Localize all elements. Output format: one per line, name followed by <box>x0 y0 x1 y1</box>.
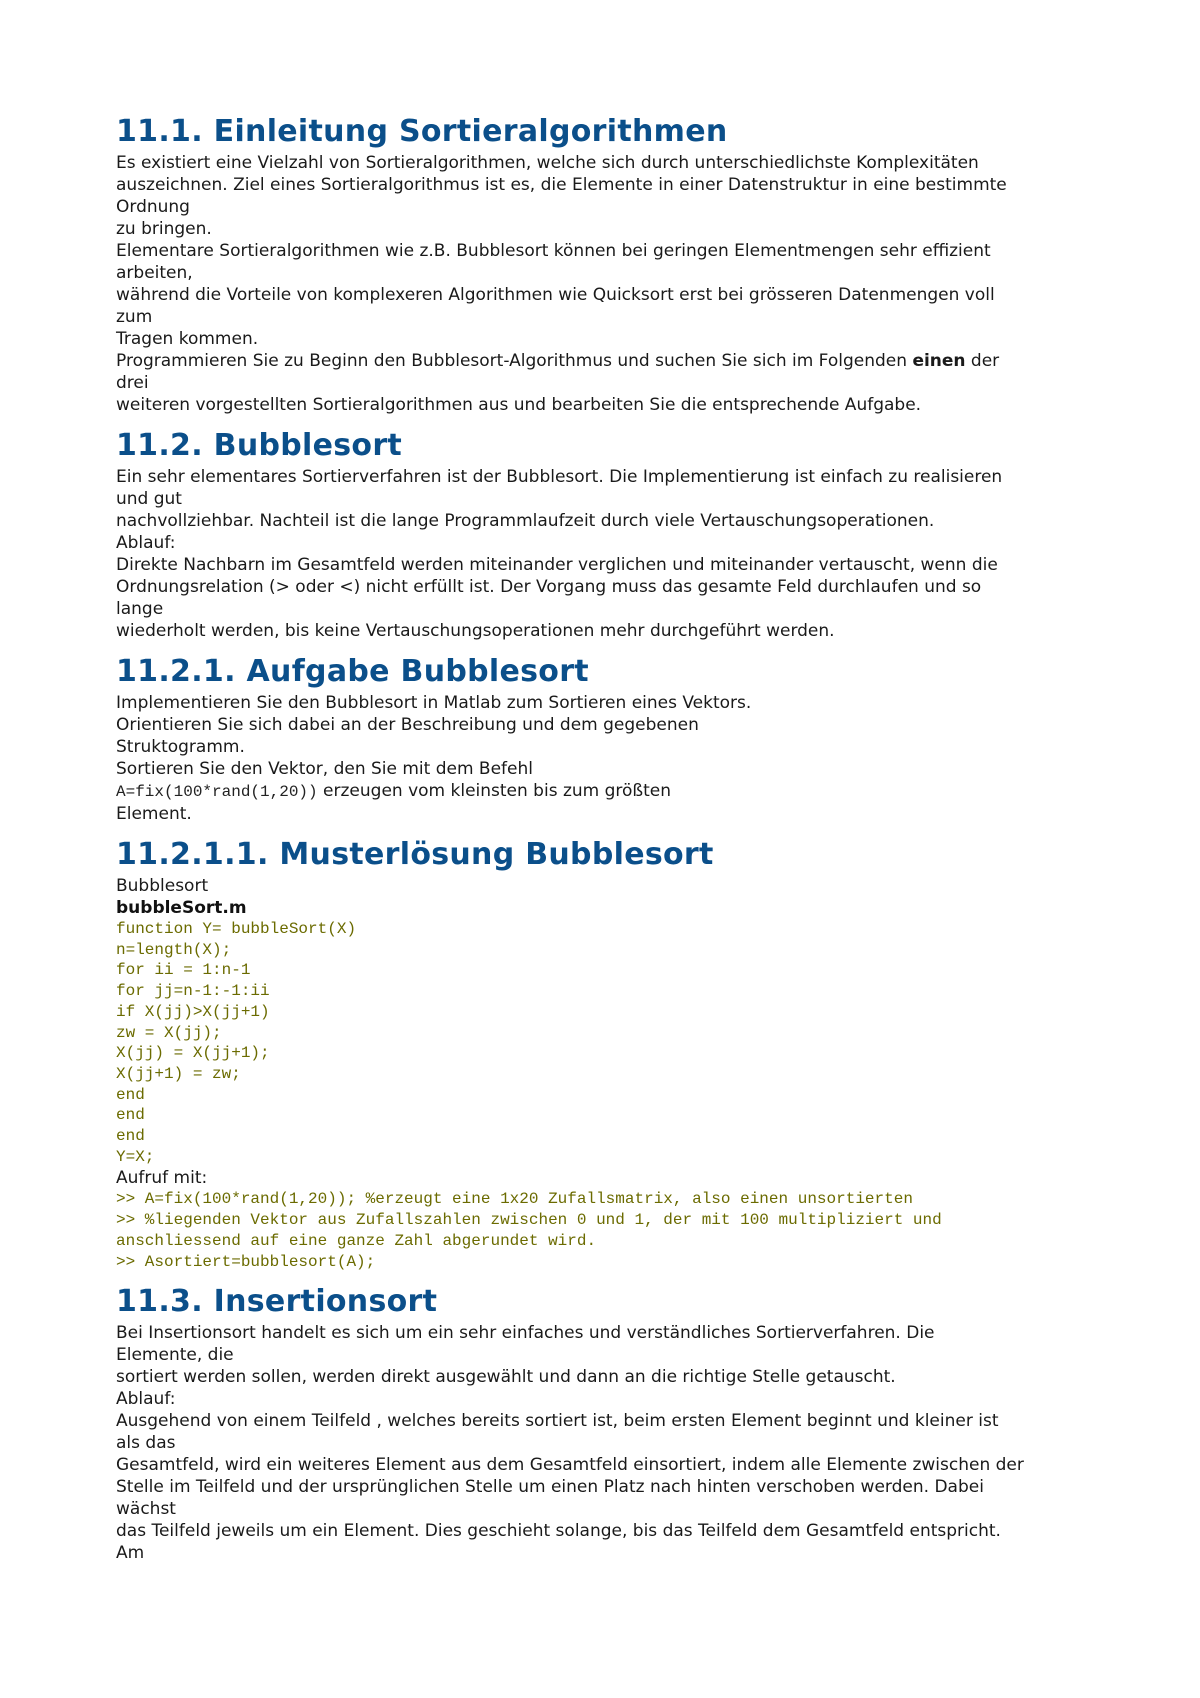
section-body-aufgabe <box>116 692 1106 825</box>
paragraph-line: wächst <box>116 1499 176 1520</box>
paragraph-line <box>116 350 1106 372</box>
inline-code: A=fix(100*rand(1,20)) <box>116 783 318 801</box>
paragraph-line: zu bringen. <box>116 219 212 239</box>
text-run: erzeugen vom kleinsten bis zum größten <box>317 781 672 801</box>
paragraph-line: und gut <box>116 489 182 509</box>
paragraph-line: Implementieren Sie den Bubblesort in Matlab zum Sortieren eines Vektors. <box>116 693 752 713</box>
paragraph-line: Bei Insertionsort handelt es sich um ein sehr einfaches und verständliches Sortierverfahren. Die <box>116 1323 935 1344</box>
code-line: end <box>116 1106 145 1125</box>
code-line: for jj=n-1:-1:ii <box>116 982 270 1001</box>
paragraph-line: Ordnungsrelation (> oder <) nicht erfüllt ist. Der Vorgang muss das gesamte Feld durchlaufen und so <box>116 577 982 597</box>
paragraph-line: Ausgehend von einem Teilfeld , welches bereits sortiert ist, beim ersten Element beginnt und kleiner ist <box>116 1411 999 1432</box>
section-title-bubblesort: 11.2. Bubblesort <box>116 428 403 463</box>
paragraph-line: nachvollziehbar. Nachteil ist die lange Programmlaufzeit durch viele Vertauschungsoperationen. <box>116 511 935 531</box>
section-title-einleitung: 11.1. Einleitung Sortieralgorithmen <box>116 114 728 149</box>
paragraph-line: drei <box>116 373 149 393</box>
text-run: der <box>965 351 1000 371</box>
paragraph-line: als das <box>116 1433 176 1454</box>
paragraph-line: weiteren vorgestellten Sortieralgorithmen aus und bearbeiten Sie die entsprechende Aufgabe. <box>116 395 922 415</box>
code-line: for ii = 1:n-1 <box>116 961 251 980</box>
section-body-bubblesort <box>116 466 1106 642</box>
section-body-musterloesung <box>116 875 1106 1272</box>
paragraph-line: Ordnung <box>116 197 190 217</box>
paragraph-line: Stelle im Teilfeld und der ursprünglichen Stelle um einen Platz nach hinten verschoben werden. Dabei <box>116 1477 984 1498</box>
call-label: Aufruf mit: <box>116 1168 208 1189</box>
paragraph-line: Elemente, die <box>116 1345 234 1366</box>
section-body-insertionsort <box>116 1322 1106 1564</box>
code-line: end <box>116 1085 145 1104</box>
code-label: Bubblesort <box>116 876 209 896</box>
paragraph-line: wiederholt werden, bis keine Vertauschungsoperationen mehr durchgeführt werden. <box>116 621 835 641</box>
section-title-musterloesung: 11.2.1.1. Musterlösung Bubblesort <box>116 837 714 872</box>
paragraph-line: auszeichnen. Ziel eines Sortieralgorithmus ist es, die Elemente in einer Datenstruktur in eine bestimmte <box>116 175 1007 195</box>
paragraph-line: Am <box>116 1543 145 1564</box>
paragraph-line: Ablauf: <box>116 1389 176 1410</box>
paragraph-line: Ein sehr elementares Sortierverfahren ist der Bubblesort. Die Implementierung ist einfach zu realisieren <box>116 467 1003 487</box>
section-title-aufgabe-bubblesort: 11.2.1. Aufgabe Bubblesort <box>116 654 589 689</box>
code-filename: bubbleSort.m <box>116 898 247 918</box>
paragraph-line: zum <box>116 307 153 327</box>
code-line: n=length(X); <box>116 940 232 959</box>
paragraph-line: Struktogramm. <box>116 737 245 757</box>
paragraph-line: sortiert werden sollen, werden direkt ausgewählt und dann an die richtige Stelle getauscht. <box>116 1367 896 1388</box>
paragraph-line: Element. <box>116 804 192 824</box>
paragraph-line: Sortieren Sie den Vektor, den Sie mit dem Befehl <box>116 759 533 779</box>
paragraph-line: lange <box>116 599 164 619</box>
code-line: end <box>116 1127 145 1146</box>
paragraph-line: Gesamtfeld, wird ein weiteres Element aus dem Gesamtfeld einsortiert, indem alle Elemente zwischen der <box>116 1455 1024 1476</box>
section-title-insertionsort: 11.3. Insertionsort <box>116 1284 438 1320</box>
section-body-einleitung <box>116 152 1106 416</box>
paragraph-line: Direkte Nachbarn im Gesamtfeld werden miteinander verglichen und miteinander vertauscht, wenn die <box>116 555 998 575</box>
code-line: X(jj+1) = zw; <box>116 1064 241 1083</box>
code-line: X(jj) = X(jj+1); <box>116 1044 270 1063</box>
code-block <box>116 919 1106 1167</box>
paragraph-line: Ablauf: <box>116 533 176 553</box>
code-line: Y=X; <box>116 1147 155 1166</box>
paragraph-line: Orientieren Sie sich dabei an der Beschreibung und dem gegebenen <box>116 715 699 735</box>
code-line: >> Asortiert=bubblesort(A); <box>116 1252 376 1271</box>
code-line: anschliessend auf eine ganze Zahl abgerundet wird. <box>116 1231 597 1250</box>
paragraph-line: das Teilfeld jeweils um ein Element. Dies geschieht solange, bis das Teilfeld dem Gesamtfeld entspricht. <box>116 1521 1001 1542</box>
paragraph-line <box>116 780 1106 803</box>
call-code-block <box>116 1189 1106 1272</box>
paragraph-line: arbeiten, <box>116 263 193 283</box>
text-run: Programmieren Sie zu Beginn den Bubblesort-Algorithmus und suchen Sie sich im Folgenden <box>116 351 913 371</box>
paragraph-line: Es existiert eine Vielzahl von Sortieralgorithmen, welche sich durch unterschiedlichste Komplexitäten <box>116 153 979 173</box>
paragraph-line: Tragen kommen. <box>116 329 259 349</box>
code-line: if X(jj)>X(jj+1) <box>116 1002 270 1021</box>
code-line: >> A=fix(100*rand(1,20)); %erzeugt eine 1x20 Zufallsmatrix, also einen unsortierten <box>116 1190 913 1209</box>
document-page <box>116 112 1106 1564</box>
paragraph-line: während die Vorteile von komplexeren Algorithmen wie Quicksort erst bei grösseren Datenmengen voll <box>116 285 995 305</box>
code-line: >> %liegenden Vektor aus Zufallszahlen zwischen 0 und 1, der mit 100 multipliziert und <box>116 1211 942 1230</box>
code-line: function Y= bubbleSort(X) <box>116 920 357 938</box>
emphasis-einen: einen <box>912 351 966 371</box>
paragraph-line: Elementare Sortieralgorithmen wie z.B. Bubblesort können bei geringen Elementmengen sehr effizient <box>116 241 991 261</box>
code-line: zw = X(jj); <box>116 1023 222 1042</box>
